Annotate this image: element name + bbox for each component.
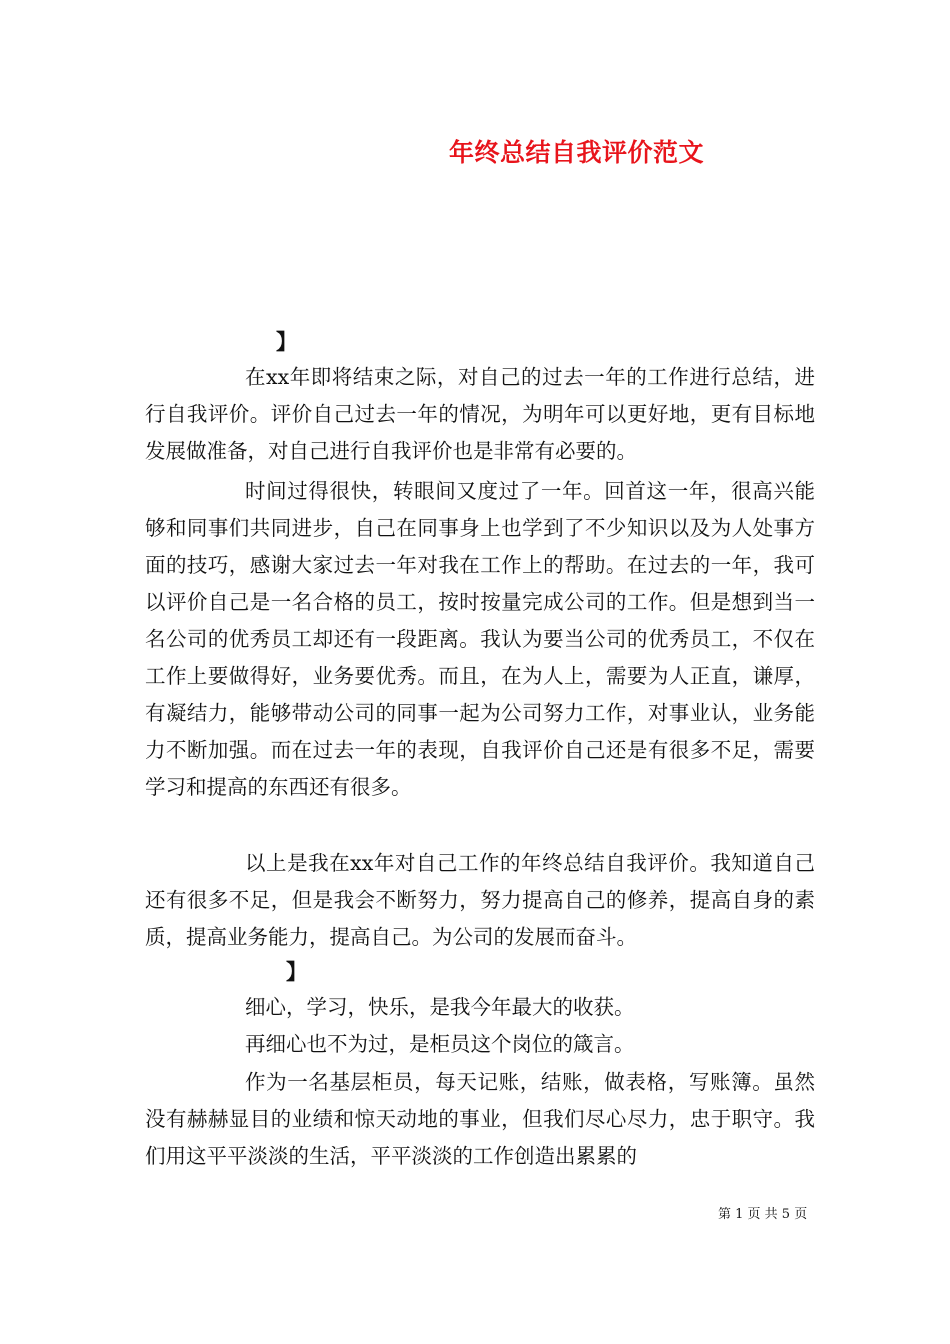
paragraph: 在xx年即将结束之际，对自己的过去一年的工作进行总结，进行自我评价。评价自己过去一年的情况，为明年可以更好地，更有目标地发展做准备，对自己进行自我评价也是非常有必要的。 [145, 365, 815, 463]
page-number-footer: 第 1 页 共 5 页 [718, 1207, 808, 1222]
paragraph: 再细心也不为过，是柜员这个岗位的箴言。 [245, 1032, 635, 1056]
paragraph: 细心，学习，快乐，是我今年最大的收获。 [245, 995, 635, 1019]
bracket-mark: 】 [276, 329, 297, 354]
paragraph: 时间过得很快，转眼间又度过了一年。回首这一年，很高兴能够和同事们共同进步，自己在同事身上也学到了不少知识以及为人处事方面的技巧，感谢大家过去一年对我在工作上的帮助。在过去的一年，我可以评价自己是一名合格的员工，按时按量完成公司的工作。但是想到当一名公司的优秀员工却还有一段距离。我认为要当公司的优秀员工，不仅在工作上要做得好，业务要优秀。而且，在为人上，需要为人正直，谦厚，有凝结力，能够带动公司的同事一起为公司努力工作，对事业认，业务能力不断加强。而在过去一年的表现，自我评价自己还是有很多不足，需要学习和提高的东西还有很多。 [145, 479, 815, 799]
document-title: 年终总结自我评价范文 [449, 138, 705, 167]
paragraph: 以上是我在xx年对自己工作的年终总结自我评价。我知道自己还有很多不足，但是我会不断努力，努力提高自己的修养，提高自身的素质，提高业务能力，提高自己。为公司的发展而奋斗。 [145, 851, 815, 949]
bracket-mark: 】 [286, 959, 307, 984]
paragraph: 作为一名基层柜员，每天记账，结账，做表格，写账簿。虽然没有赫赫显目的业绩和惊天动地的事业，但我们尽心尽力，忠于职守。我们用这平平淡淡的生活，平平淡淡的工作创造出累累的 [145, 1070, 815, 1168]
